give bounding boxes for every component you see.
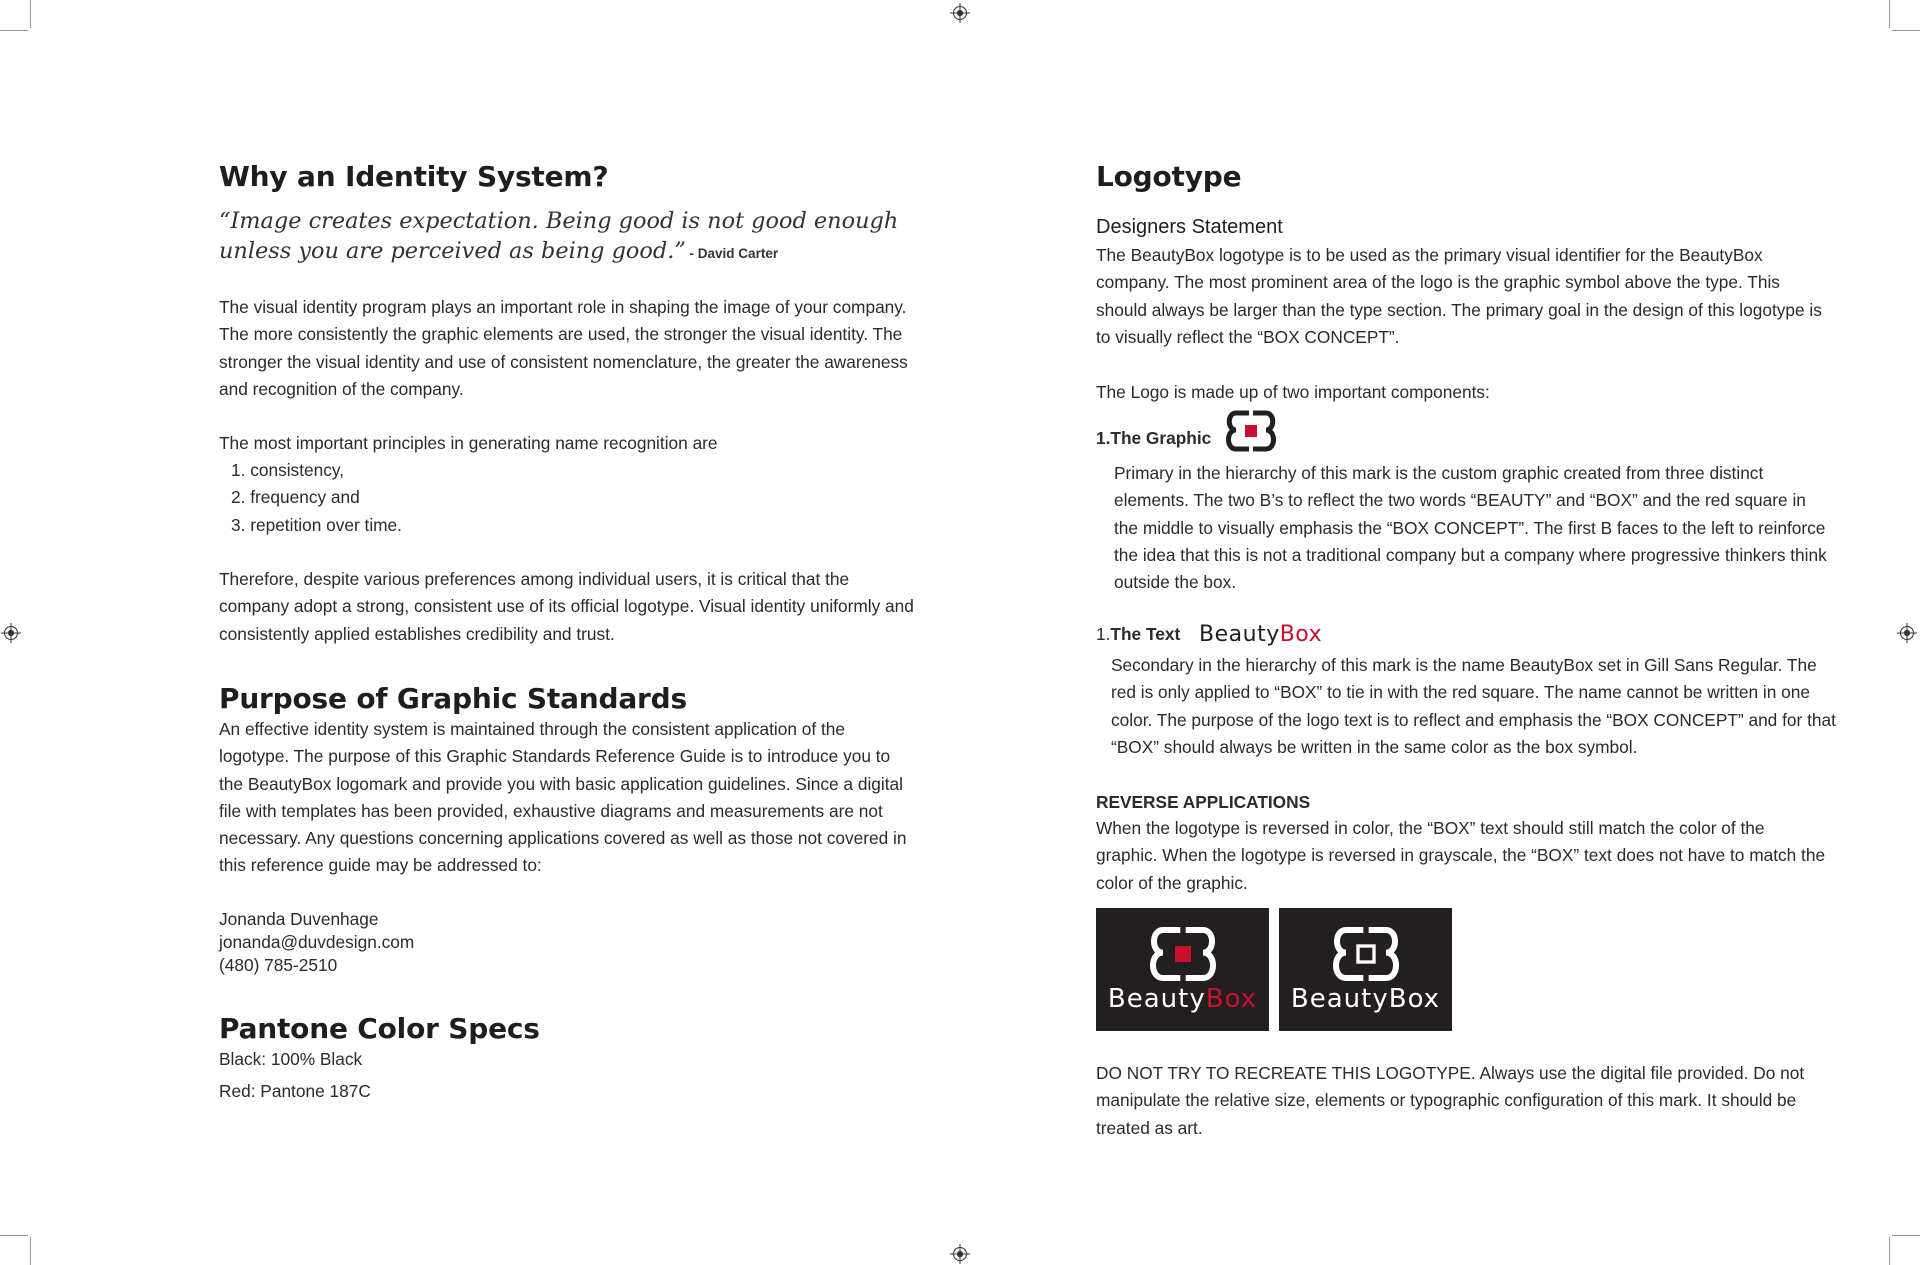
list-item: 2. frequency and <box>231 487 360 508</box>
contact-phone: (480) 785-2510 <box>219 955 338 975</box>
crop-mark <box>0 1235 28 1236</box>
graphic-label: 1.The Graphic <box>1096 428 1212 448</box>
text-label-row <box>1096 622 1322 647</box>
designers-heading: Designers Statement <box>1096 216 1283 238</box>
list-item: 3. repetition over time. <box>231 514 402 535</box>
bb-mark-icon <box>1329 926 1403 982</box>
graphic-label-row <box>1096 410 1278 452</box>
purpose-paragraph: An effective identity system is maintained through the consistent application of the logotype. The purpose of this Graphic Standards Reference Guide is to introduce you to the BeautyBox logomark and provide you with basic application guidelines. Since a digital file with templates has been provided, exhaustive diagrams and measurements are not necessary. Any questions concerning applications covered as well as those not covered in this reference guide may be addressed to: <box>219 719 907 876</box>
text-paragraph: Secondary in the hierarchy of this mark is the name BeautyBox set in Gill Sans Regular. The red is only applied to “BOX” to tie in with the red square. The name cannot be written in one color. The purpose of the logo text is to reflect and emphasis the “BOX CONCEPT” and for that “BOX” should always be written in the same color as the box symbol. <box>1111 655 1836 757</box>
crop-mark <box>30 1237 31 1265</box>
pantone-black: Black: 100% Black <box>219 1049 363 1069</box>
designers-paragraph: The BeautyBox logotype is to be used as the primary visual identifier for the BeautyBox company. The most prominent area of the logo is the graphic symbol above the type. This should always be larger than the type section. The primary goal in the design of this logotype is to visually reflect the “BOX CONCEPT”. <box>1096 245 1822 347</box>
logo-wordmark: BeautyBox <box>1290 983 1441 1014</box>
text-label: The Text <box>1110 624 1181 644</box>
components-intro: The Logo is made up of two important components: <box>1096 382 1490 402</box>
bb-mark-icon <box>1224 410 1278 452</box>
list-item: 1. consistency, <box>231 460 345 480</box>
warning-paragraph: DO NOT TRY TO RECREATE THIS LOGOTYPE. Always use the digital file provided. Do not manipulate the relative size, elements or typographic configuration of this mark. It should be treated as art. <box>1096 1063 1805 1138</box>
crop-mark <box>1889 0 1890 28</box>
crop-mark <box>1892 1235 1920 1236</box>
reverse-paragraph: When the logotype is reversed in color, the “BOX” text should still match the color of the graphic. When the logotype is reversed in grayscale, the “BOX” text does not have to match the color of the graphic. <box>1096 818 1826 893</box>
registration-mark-icon <box>953 1247 967 1261</box>
crop-mark <box>0 30 28 31</box>
quote <box>219 206 899 269</box>
wordmark: BeautyBox <box>1199 622 1323 647</box>
why-identity-heading: Why an Identity System? <box>219 160 609 193</box>
principles-list <box>219 457 402 539</box>
reverse-heading: REVERSE APPLICATIONS <box>1096 792 1311 812</box>
registration-mark-icon <box>1900 626 1914 640</box>
crop-mark <box>30 0 31 28</box>
contact-name: Jonanda Duvenhage <box>219 909 379 929</box>
quote-attribution: - David Carter <box>685 246 779 261</box>
quote-text: “Image creates expectation. Being good is not good enough unless you are perceived as being good.” <box>219 208 899 264</box>
logo-wordmark: BeautyBox <box>1107 983 1258 1014</box>
reversed-logo-color <box>1096 908 1269 1031</box>
text-label-number: 1. <box>1096 624 1111 644</box>
contact-block <box>219 908 414 977</box>
graphic-paragraph: Primary in the hierarchy of this mark is the custom graphic created from three distinct elements. The two B’s to reflect the two words “BEAUTY” and “BOX” and the red square in the middle to visually emphasis the “BOX CONCEPT”. The first B faces to the left to reinforce the idea that this is not a traditional company but a company where progressive thinkers think outside the box. <box>1114 463 1827 593</box>
crop-mark <box>1892 30 1920 31</box>
reversed-logo-grayscale <box>1279 908 1452 1031</box>
registration-mark-icon <box>953 6 967 20</box>
contact-email[interactable]: jonanda@duvdesign.com <box>219 932 415 952</box>
pantone-red: Red: Pantone 187C <box>219 1081 371 1101</box>
crop-mark <box>1889 1237 1890 1265</box>
logotype-heading: Logotype <box>1096 160 1242 193</box>
purpose-heading: Purpose of Graphic Standards <box>219 682 687 715</box>
pantone-heading: Pantone Color Specs <box>219 1012 540 1045</box>
principles-intro: The most important principles in generating name recognition are <box>219 433 718 453</box>
credibility-paragraph: Therefore, despite various preferences among individual users, it is critical that the company adopt a strong, consistent use of its official logotype. Visual identity uniformly and consistently applied establishes credibility and trust. <box>219 569 914 644</box>
registration-mark-icon <box>4 626 18 640</box>
bb-mark-icon <box>1146 926 1220 982</box>
identity-paragraph: The visual identity program plays an important role in shaping the image of your company. The more consistently the graphic elements are used, the stronger the visual identity. The stronger the visual identity and use of consistent nomenclature, the greater the awareness and recognition of the company. <box>219 297 908 399</box>
